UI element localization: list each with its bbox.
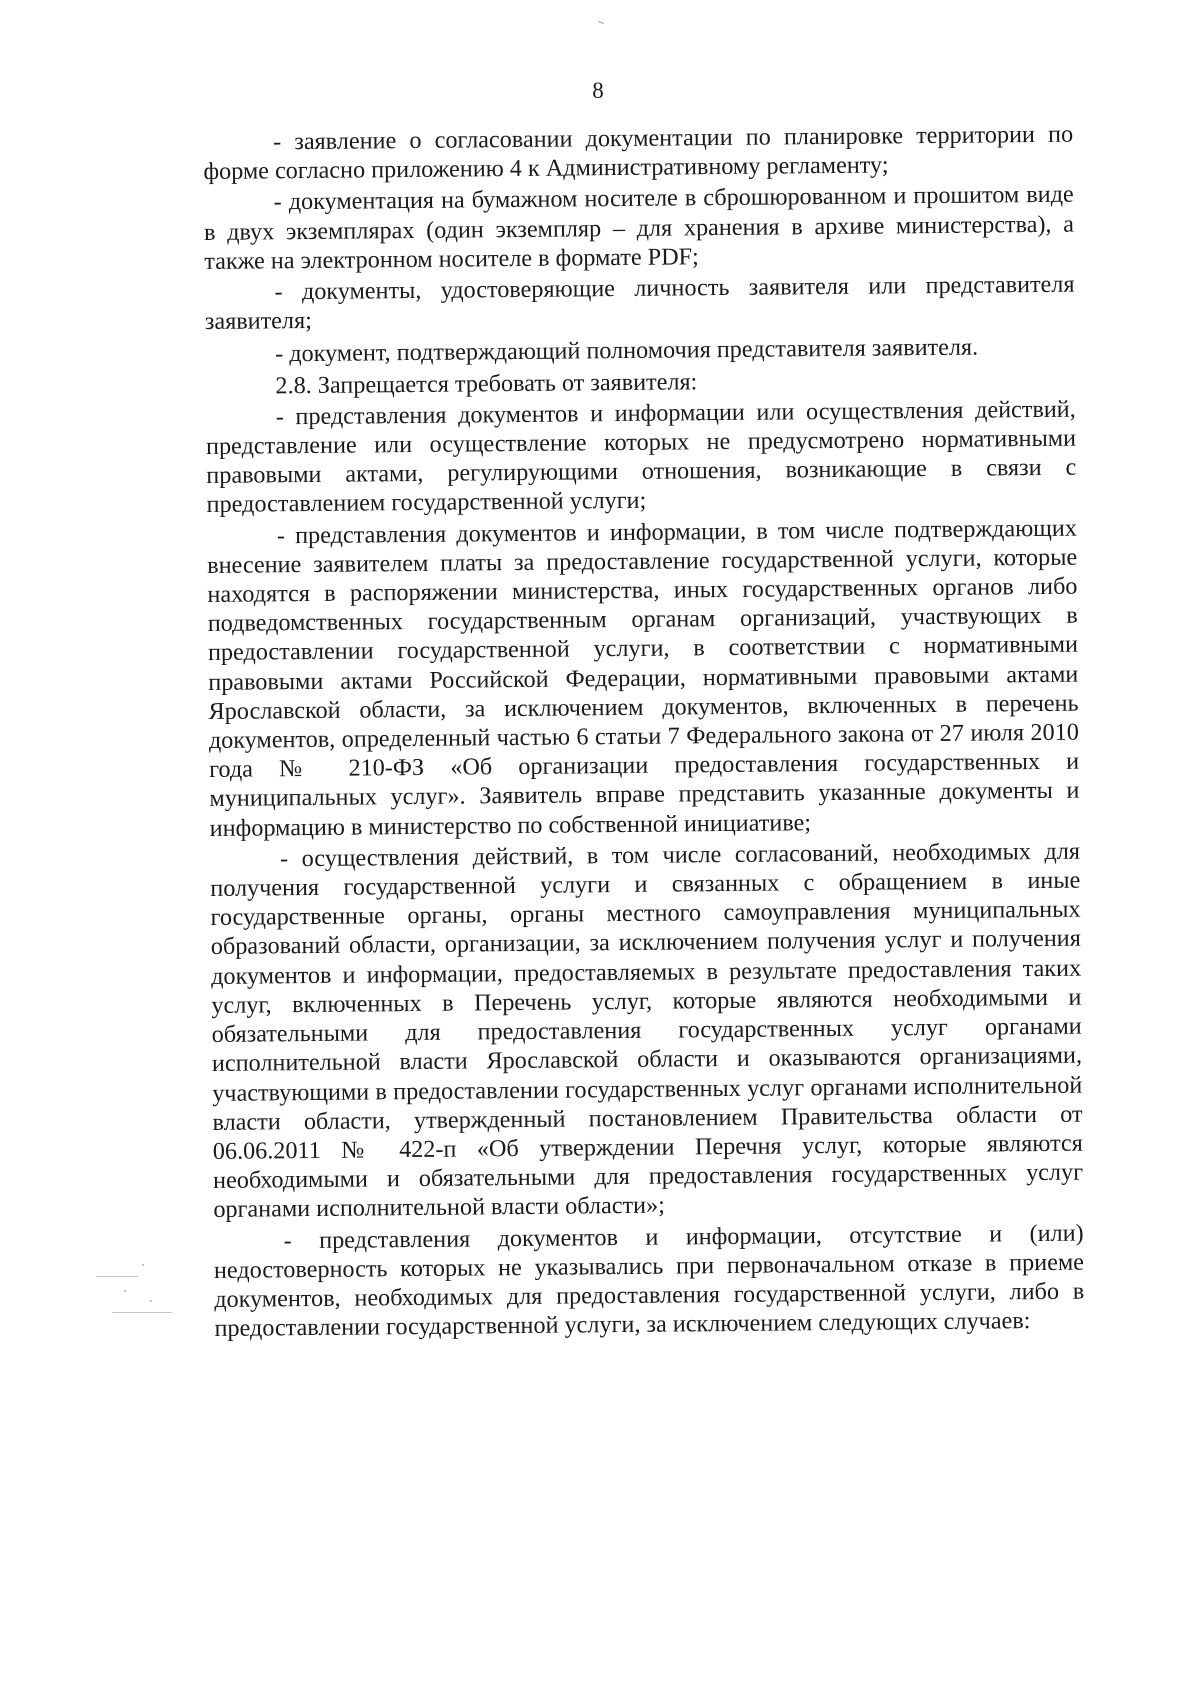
document-body xyxy=(203,120,1085,1346)
paragraph-prohibited-actions: - представления документов и информации или осуществления действий, представление или осуществление которых не предусмотрено нормативными правовыми актами, регулирующими отношения, возникающие в связи с предоставлением государственной услуги; xyxy=(205,395,1077,519)
scan-artifact xyxy=(96,1276,138,1277)
scan-artifact xyxy=(150,1300,152,1302)
scan-artifact xyxy=(124,1290,126,1292)
scan-artifact xyxy=(112,1312,172,1313)
paragraph-prohibited-resubmission: - представления документов и информации, отсутствие и (или) недостоверность которых не указывались при первоначальном отказе в приеме документов, необходимых для предоставления государственной услуги, либо в предоставлении государственной услуги, за исключением следующих случаев: xyxy=(213,1219,1085,1343)
paragraph-prohibited-approvals: - осуществления действий, в том числе согласований, необходимых для получения государственной услуги и связанных с обращением в иные государственные органы, органы местного самоуправления муниципальных образований области, организации, за исключением получения услуг и получения документов и информации, предоставляемых в результате предоставления таких услуг, включенных в Перечень услуг, которые являются необходимыми и обязательными для предоставления государственных услуг органами исполнительной власти Ярославской области и оказываются организациями, участвующими в предоставлении государственных услуг органами исполнительной власти области, утвержденный постановлением Правительства области от 06.06.2011 № 422-п «Об утверждении Перечня услуг, которые являются необходимыми и обязательными для предоставления государственных услуг органами исполнительной власти области»; xyxy=(210,837,1084,1224)
page-number: 8 xyxy=(592,78,604,103)
paragraph-section-2-8-heading: 2.8. Запрещается требовать от заявителя: xyxy=(275,367,698,399)
paragraph-authority-document: - документ, подтверждающий полномочия представителя заявителя. xyxy=(275,333,979,368)
scan-artifact xyxy=(142,1264,144,1266)
paragraph-application-form: - заявление о согласовании документации по планировке территории по форме согласно приложению 4 к Административному регламенту; xyxy=(203,120,1074,186)
paragraph-identity-documents: - документы, удостоверяющие личность заявителя или представителя заявителя; xyxy=(204,270,1075,336)
paragraph-prohibited-documents: - представления документов и информации, в том числе подтверждающих внесение заявителем платы за предоставление государственной услуги, которые находятся в распоряжении министерства, иных государственных органов либо подведомственных государственным органам организаций, участвующих в предоставлении государственной услуги, в соответствии с нормативными правовыми актами Российской Федерации, нормативными правовыми актами Ярославской области, за исключением документов, включенных в перечень документов, определенный частью 6 статьи 7 Федерального закона от 27 июля 2010 года № 210-ФЗ «Об организации предоставления государственных и муниципальных услуг». Заявитель вправе представить указанные документы и информацию в министерство по собственной инициативе; xyxy=(207,514,1080,842)
paragraph-documentation-copies: - документация на бумажном носителе в сброшюрованном и прошитом виде в двух экземплярах (один экземпляр – для хранения в архиве министерства), а также на электронном носителе в формате PDF; xyxy=(203,181,1075,275)
scan-artifact xyxy=(598,21,604,24)
